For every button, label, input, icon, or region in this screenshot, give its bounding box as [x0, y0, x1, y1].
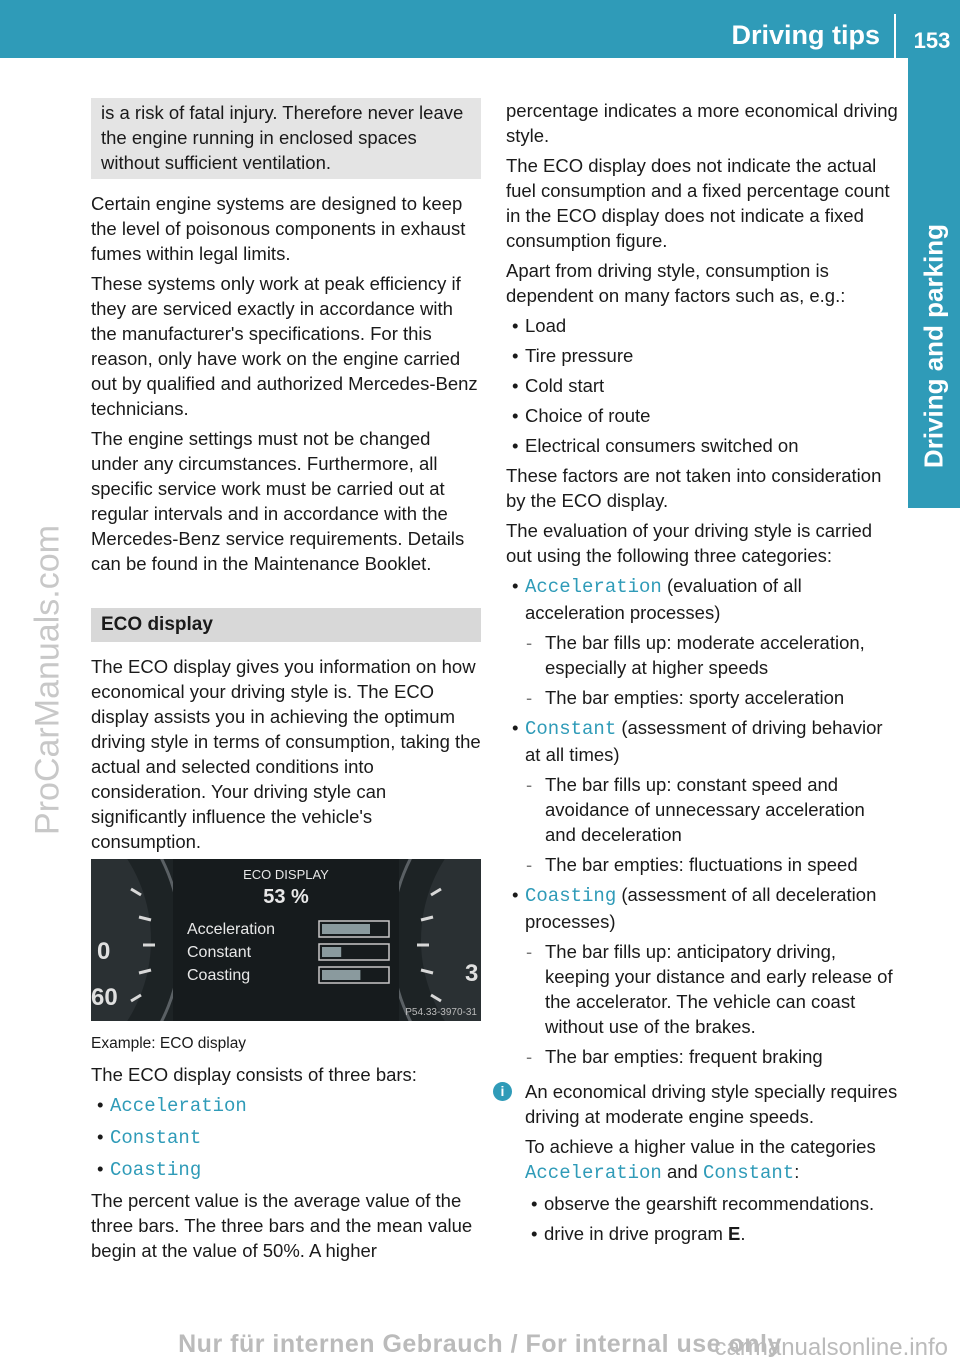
info-text	[525, 1134, 898, 1186]
eco-bar-fill	[322, 970, 360, 980]
eco-row-label: Acceleration	[187, 921, 276, 938]
sub-item: - The bar fills up: constant speed and avoidance of unnecessary acceleration and deceleration	[506, 772, 898, 847]
page-number: 153	[913, 28, 951, 53]
section-title: Driving tips	[731, 20, 880, 50]
tip-text: drive in drive program	[544, 1223, 729, 1244]
sub-item: - The bar empties: frequent braking	[506, 1044, 898, 1069]
footer-note: Nur für internen Gebrauch / For internal use only	[178, 1330, 782, 1358]
display-term: Acceleration	[110, 1095, 247, 1117]
figure-caption: Example: ECO display	[91, 1035, 247, 1052]
eco-bar-fill	[322, 947, 341, 957]
header-divider	[894, 14, 896, 58]
paragraph: The evaluation of your driving style is carried out using the following three categories:	[506, 520, 873, 566]
paragraph: These factors are not taken into consideration by the ECO display.	[506, 465, 882, 511]
list-item	[91, 1156, 481, 1183]
info-note	[500, 1079, 898, 1246]
sub-item: - The bar fills up: moderate acceleration, especially at higher speeds	[506, 630, 898, 680]
list-item: • Tire pressure	[506, 343, 898, 368]
category-item	[506, 715, 898, 767]
gauge-number: 0	[97, 938, 111, 965]
paragraph: These systems only work at peak efficiency if they are serviced exactly in accordance with the manufacturer's specifications. For this reason, only have work on the engine carried out by qualified and authorized Mercedes-Benz technicians.	[91, 273, 478, 419]
display-term: Coasting	[525, 885, 617, 907]
display-term: Coasting	[110, 1159, 202, 1181]
watermark: ProCarManuals.com	[28, 525, 67, 835]
paragraph: Certain engine systems are designed to keep the level of poisonous components in exhaust fumes within legal limits.	[91, 193, 466, 264]
section-heading: ECO display	[91, 608, 481, 642]
right-column	[500, 98, 898, 1251]
display-term: Constant	[525, 718, 617, 740]
info-text-part: :	[794, 1161, 800, 1182]
display-term: Acceleration	[525, 576, 662, 598]
display-term: Constant	[702, 1162, 795, 1184]
paragraph: The ECO display consists of three bars:	[91, 1064, 417, 1085]
display-term: Constant	[110, 1127, 202, 1149]
eco-display-value: 53 %	[263, 886, 309, 908]
tip-item	[525, 1221, 898, 1246]
info-text-part: To achieve a higher value in the categories	[525, 1136, 876, 1157]
category-item	[506, 882, 898, 934]
category-item	[506, 573, 898, 625]
figure-reference: P54.33-3970-31	[405, 1007, 477, 1018]
paragraph: Apart from driving style, consumption is dependent on many factors such as, e.g.:	[506, 260, 846, 306]
paragraph: The ECO display does not indicate the actual fuel consumption and a fixed percentage count in the ECO display does not indicate a fixed consumption figure.	[506, 155, 890, 251]
list-item: • Cold start	[506, 373, 898, 398]
sub-item: - The bar empties: sporty acceleration	[506, 685, 898, 710]
paragraph: The engine settings must not be changed under any circumstances. Furthermore, all specific service work must be carried out at regular intervals and in accordance with the Mercedes-Benz service requirements. Details can be found in the Maintenance Booklet.	[91, 428, 465, 574]
sub-item: - The bar fills up: anticipatory driving, keeping your distance and early release of the accelerator. The vehicle can coast without use of the brakes.	[506, 939, 898, 1039]
list-item: • Load	[506, 313, 898, 338]
paragraph: The ECO display gives you information on how economical your driving style is. The ECO display assists you in achieving the optimum driving style in terms of consumption, taking the actual and selected conditions into consideration. Your driving style can significantly influence the vehicle's consumption.	[91, 656, 481, 852]
tip-item: • observe the gearshift recommendations.	[525, 1191, 898, 1216]
gauge-number: 3	[465, 960, 479, 987]
eco-display-title: ECO DISPLAY	[243, 867, 329, 882]
list-item	[91, 1124, 481, 1151]
footer-site: carmanualsonline.info	[714, 1334, 948, 1361]
category-description: (evaluation of all acceleration processes)	[525, 575, 802, 623]
list-item: • Choice of route	[506, 403, 898, 428]
info-text: An economical driving style specially requires driving at moderate engine speeds.	[525, 1081, 898, 1127]
gauge-number: 60	[91, 984, 118, 1011]
left-column	[91, 98, 481, 1268]
chapter-tab-label: Driving and parking	[918, 223, 949, 469]
warning-box: is a risk of fatal injury. Therefore never leave the engine running in enclosed spaces without sufficient ventilation.	[91, 98, 481, 179]
info-text-part: and	[661, 1161, 703, 1182]
center-display	[173, 859, 399, 1021]
eco-display-image	[91, 859, 481, 1021]
tip-text: .	[740, 1223, 746, 1244]
paragraph: percentage indicates a more economical driving style.	[506, 100, 898, 146]
category-description: (assessment of driving behavior at all times)	[525, 717, 883, 765]
eco-row-label: Coasting	[187, 967, 251, 984]
category-description: (assessment of all deceleration processes)	[525, 884, 877, 932]
eco-row-label: Constant	[187, 944, 252, 961]
list-item	[91, 1092, 481, 1119]
drive-program-label: E	[728, 1223, 741, 1244]
sub-item: - The bar empties: fluctuations in speed	[506, 852, 898, 877]
eco-display-illustration	[91, 859, 481, 1021]
paragraph: The percent value is the average value of the three bars. The three bars and the mean value begin at the value of 50%. A higher	[91, 1190, 473, 1261]
eco-bar-fill	[322, 924, 370, 934]
list-item: • Electrical consumers switched on	[506, 433, 898, 458]
header-bar	[0, 0, 960, 58]
info-icon: i	[493, 1082, 512, 1101]
display-term: Acceleration	[525, 1162, 662, 1184]
